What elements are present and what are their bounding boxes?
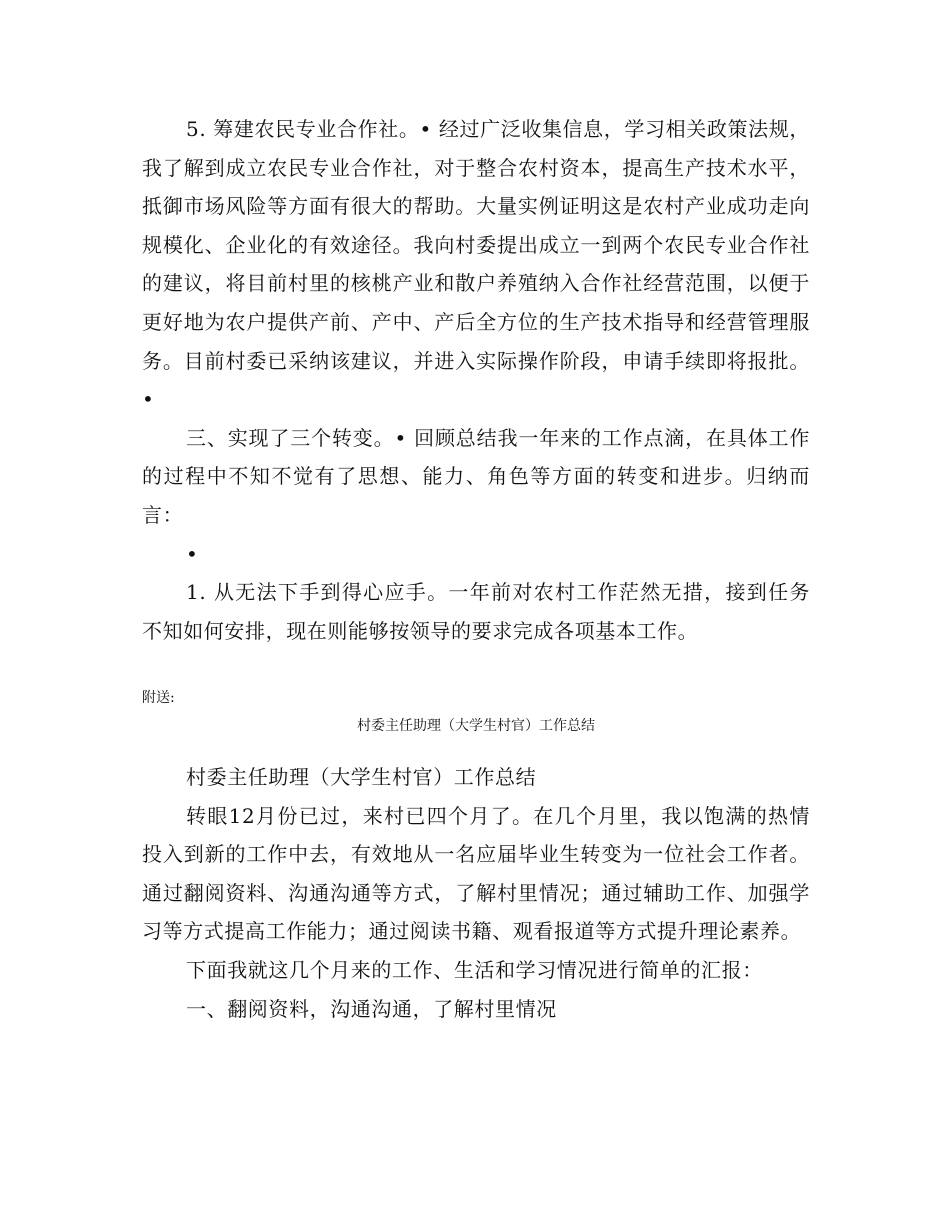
appendix-subtitle: 村委主任助理（大学生村官）工作总结: [357, 718, 595, 734]
section-two-title: 村委主任助理（大学生村官）工作总结: [186, 765, 537, 789]
paragraph-report: 下面我就这几个月来的工作、生活和学习情况进行简单的汇报：: [186, 957, 763, 982]
paragraph-first-change: 1. 从无法下手到得心应手。一年前对农村工作茫然无措，接到任务不知如何安排，现在则能够按领导的要求完成各项基本工作。: [142, 580, 810, 643]
appendix-label: 附送:: [142, 690, 175, 706]
paragraph-cooperative: 5. 筹建农民专业合作社。• 经过广泛收集信息，学习相关政策法规，我了解到成立农民专业合作社，对于整合农村资本，提高生产技术水平，抵御市场风险等方面有很大的帮助。大量实例证明这是农村产业成功走向规模化、企业化的有效途径。我向村委提出成立一到两个农民专业合作社的建议，将目前村里的核桃产业和散户养殖纳入合作社经营范围，以便于更好地为农户提供产前、产中、产后全方位的生产技术指导和经营管理服务。目前村委已采纳该建议，并进入实际操作阶段，申请手续即将报批。•: [142, 117, 810, 412]
section-two: [142, 758, 810, 1028]
section-one: [142, 110, 810, 650]
paragraph-three-changes: 三、实现了三个转变。• 回顾总结我一年来的工作点滴，在具体工作的过程中不知不觉有了思想、能力、角色等方面的转变和进步。归纳而言：: [142, 425, 810, 527]
heading-one: 一、翻阅资料，沟通沟通，了解村里情况: [186, 996, 557, 1021]
bullet-line: •: [186, 541, 199, 566]
paragraph-intro: 转眼12月份已过，来村已四个月了。在几个月里，我以饱满的热情投入到新的工作中去，有效地从一名应届毕业生转变为一位社会工作者。通过翻阅资料、沟通沟通等方式，了解村里情况；通过辅助工作、加强学习等方式提高工作能力；通过阅读书籍、观看报道等方式提升理论素养。: [142, 803, 810, 944]
